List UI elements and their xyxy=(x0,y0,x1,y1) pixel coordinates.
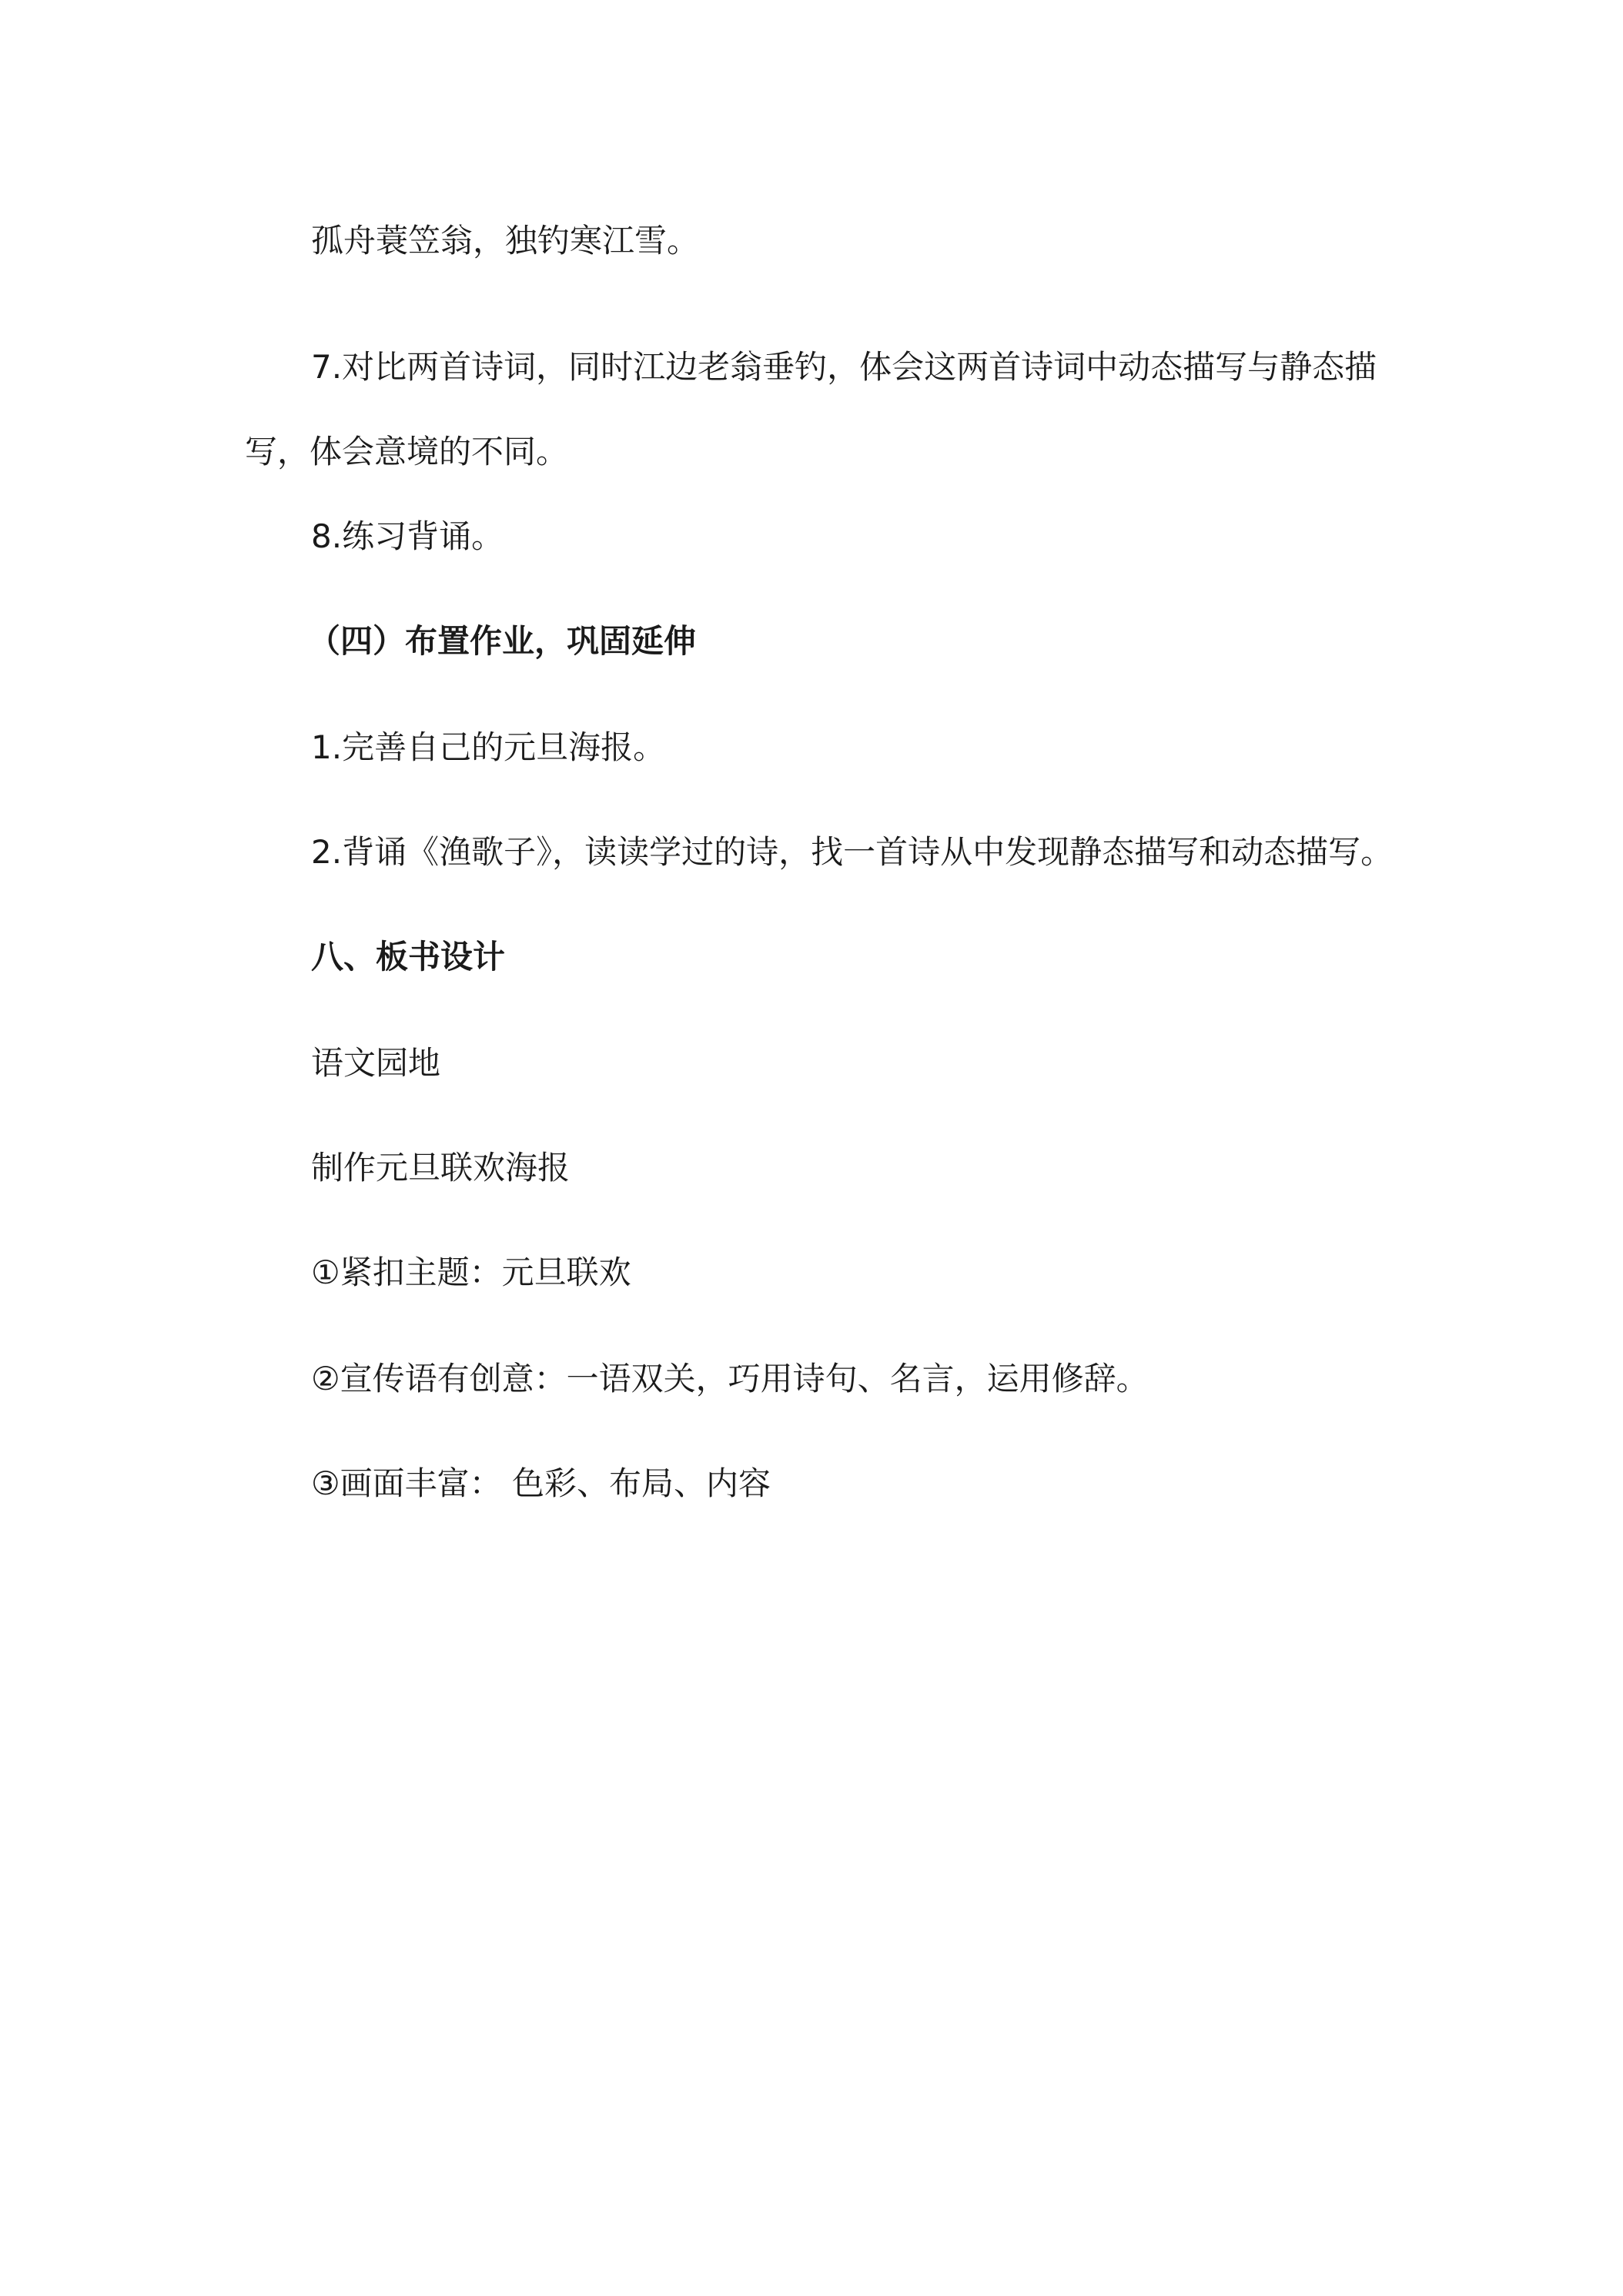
homework-item-2: 2.背诵《渔歌子》，读读学过的诗，找一首诗从中发现静态描写和动态描写。 xyxy=(311,833,1394,871)
board-subtitle: 制作元旦联欢海报 xyxy=(311,1149,571,1186)
board-point-2: ②宣传语有创意：一语双关，巧用诗句、名言，运用修辞。 xyxy=(311,1360,1149,1397)
board-point-1: ①紧扣主题：元旦联欢 xyxy=(311,1253,631,1291)
homework-item-1: 1.完善自己的元旦海报。 xyxy=(311,728,666,766)
board-point-3: ③画面丰富： 色彩、布局、内容 xyxy=(311,1464,771,1502)
section-heading-homework: （四）布置作业，巩固延伸 xyxy=(308,622,697,660)
paragraph-compare-poems: 7.对比两首诗词，同时江边老翁垂钓，体会这两首诗词中动态描写与静态描写，体会意境的不同。 xyxy=(245,348,1377,470)
section-heading-board-design: 八、板书设计 xyxy=(311,938,506,976)
paragraph-recite: 8.练习背诵。 xyxy=(311,517,504,555)
board-title: 语文园地 xyxy=(311,1044,441,1082)
poem-line: 孤舟蓑笠翁，独钓寒江雪。 xyxy=(311,222,700,259)
